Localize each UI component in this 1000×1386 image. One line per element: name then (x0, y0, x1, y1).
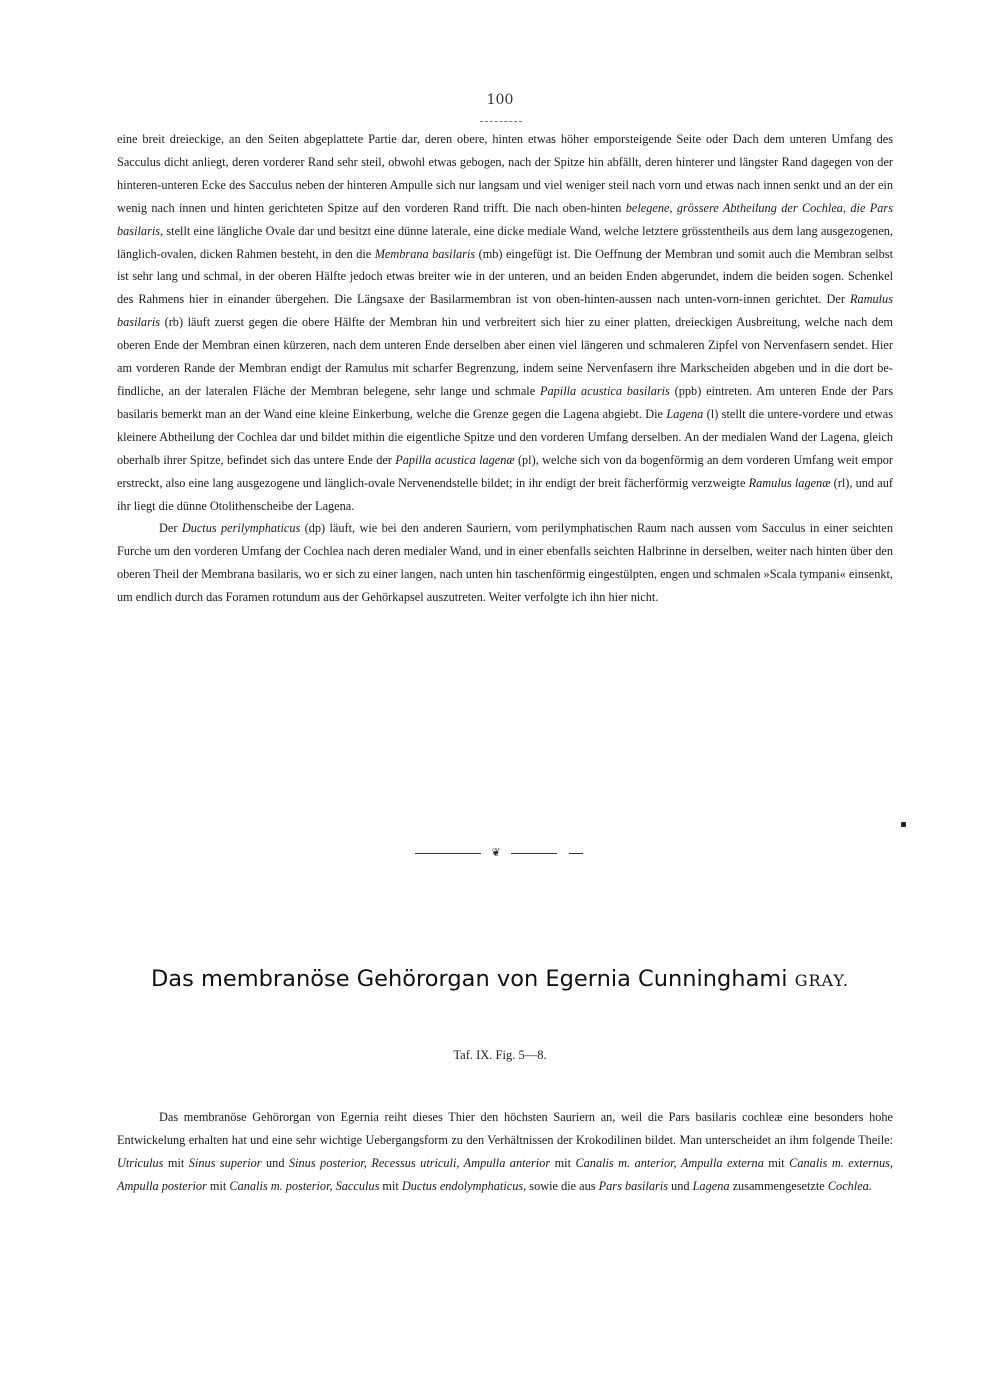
italic-term: Pars basilaris (598, 1178, 668, 1193)
text-run: Der (159, 521, 182, 536)
ornament-icon: ❦ (491, 846, 501, 859)
text-run: (rb) läuft zuerst gegen die obere Hälfte der Membran hin und verbreitert sich hier zu einer platten, dreieckigen Ausbreitung, welche nach dem oberen Ende der Membran einen kürzeren, nach dem unteren Ende derselben aber einen viel längeren und schmaleren Zipfel von Nervenfasern sendet. Hier am vorderen Rande der Membran endigt der Ramulus mit scharfer Begrenzung, indem seine Nervenfasern ihre Markscheiden abgeben und in die dort befindliche, an der lateralen Fläche der Membran belegene, sehr lange und schmale (117, 315, 893, 398)
text-run: Das membranöse Gehörorgan von Egernia reiht dieses Thier den höchsten Sauriern an, weil die Pars basilaris cochleæ eine besonders hohe Entwickelung erhalten hat und eine sehr wichtige Uebergangsform zu den Verhältnissen der Krokodilinen bildet. Man unterscheidet an ihm folgende Theile: (117, 1110, 893, 1147)
text-run: (dp) läuft, wie bei den anderen Sauriern, vom perilymphatischen Raum nach aussen vom Sacculus in einer seichten Furche um den vorderen Umfang der Cochlea nach deren medialer Wand, und in einer ebenfalls seichten Halbrinne in derselben, weiter nach hinten über den oberen Theil der Membrana basilaris, wo er sich zu einer langen, nach unten hin taschenförmig eingestülpten, engen und schmalen »Scala tympani« einsenkt, um endlich durch das Foramen rotundum aus der Gehörkapsel auszutreten. Weiter verfolgte ich ihn hier nicht. (117, 521, 893, 605)
italic-term: Ramulus basilaris (117, 292, 893, 330)
text-run: mit (206, 1178, 230, 1193)
paragraph (117, 1106, 893, 1198)
italic-term: Utriculus (117, 1155, 164, 1170)
section-heading-title: Das membranöse Gehörorgan von Egernia Cunninghami (150, 966, 788, 992)
italic-term: Sinus posterior, Recessus utriculi, Ampulla anterior (288, 1155, 551, 1170)
section-heading-author: GRAY. (794, 971, 850, 990)
text-run: (pl), welche sich von da bogenförmig an dem vorderen Umfang weit empor erstreckt, also eine lang ausgezogene und länglich-ovale Nervenendstelle bildet; in ihr endigt der breit fächerförmig verzweigte (117, 452, 893, 490)
plate-reference: Taf. IX. Fig. 5—8. (453, 1048, 547, 1062)
italic-term: Membrana basilaris (374, 246, 476, 261)
italic-term: Sinus superior (188, 1155, 262, 1170)
italic-term: belegene, grössere Abtheilung der Cochlea, die Pars basilaris, (117, 200, 893, 238)
separator-line (569, 853, 583, 854)
italic-term: Canalis m. anterior, Ampulla externa (575, 1155, 764, 1170)
section-two-text (117, 1106, 893, 1198)
italic-term: Papilla acustica basilaris (539, 383, 670, 398)
paragraph (117, 517, 893, 609)
italic-term: Cochlea. (827, 1178, 872, 1193)
text-run: zusammengesetzte (729, 1178, 828, 1193)
text-run: (l) stellt die untere-vordere und etwas kleinere Abtheilung der Cochlea dar und bildet mithin die eigentliche Spitze und den vorderen Umfang derselben. An der medialen Wand der Lagena, gleich oberhalb ihrer Spitze, befindet sich das untere Ende der (117, 406, 893, 467)
page-number-rule (480, 121, 522, 122)
italic-term: Lagena (666, 406, 704, 421)
italic-term: Papilla acustica lagenæ (395, 452, 515, 467)
stray-ink-mark (901, 822, 906, 827)
separator-line (415, 853, 481, 854)
italic-term: Ductus perilymphaticus (181, 521, 301, 536)
separator-line (511, 853, 557, 854)
text-run: stellt eine längliche Ovale dar und besitzt eine dünne laterale, eine dicke mediale Wand, welche letztere grösstentheils aus dem lang ausgezogenen, länglich-ovalen, dicken Rahmen besteht, in den die (117, 223, 893, 261)
text-run: mit (379, 1178, 402, 1193)
italic-term: Ramulus lagenæ (748, 475, 831, 490)
section-heading (0, 966, 1000, 992)
text-run: und (668, 1178, 693, 1193)
italic-term: Canalis m. posterior, Sacculus (229, 1178, 380, 1193)
paragraph (117, 128, 893, 517)
text-run: eine breit dreieckige, an den Seiten abgeplattete Partie dar, deren obere, hinten etwas höher emporsteigende Seite oder Dach dem unteren Umfang des Sacculus dicht anliegt, deren vorderer Rand sehr steil, obwohl etwas gebogen, nach der Spitze hin abfällt, deren hinterer und längster Rand dagegen von der hinteren-unteren Ecke des Sacculus neben der hinteren Ampulle sich nur langsam und viel weniger steil nach vorn und etwas nach innen senkt und an der ein wenig nach innen und hinten gerichteten Spitze auf den vorderen Rand trifft. Die nach oben-hinten (117, 132, 893, 215)
text-run: sowie die aus (526, 1178, 599, 1193)
italic-term: Lagena (692, 1178, 730, 1193)
text-run: mit (763, 1155, 790, 1170)
italic-term: Ductus endolymphaticus, (401, 1178, 527, 1193)
text-run: (rl), und auf ihr liegt die dünne Otolithenscheibe der Lagena. (117, 475, 893, 513)
text-run: mit (550, 1155, 576, 1170)
section-separator (415, 846, 585, 859)
text-run: mit (163, 1155, 189, 1170)
section-one-text (117, 128, 893, 609)
text-run: (ppb) eintreten. Am unteren Ende der Pars basilaris bemerkt man an der Wand eine kleine Einkerbung, welche die Grenze gegen die Lagena abgiebt. Die (117, 383, 893, 421)
text-run: und (261, 1155, 289, 1170)
italic-term: Canalis m. externus, Ampulla posterior (117, 1155, 894, 1193)
text-run: (mb) eingefügt ist. Die Oeffnung der Membran und somit auch die Membran selbst ist sehr lang und schmal, in der oberen Hälfte jedoch etwas breiter wie in der unteren, und an beiden Enden abgerundet, indem die beiden sogen. Schenkel des Rahmens hier in einander übergehen. Die Längsaxe der Basilarmembran ist von oben-hinten-aussen nach unten-vorn-innen gerichtet. Der (117, 246, 893, 307)
page-number: 100 (486, 92, 514, 108)
